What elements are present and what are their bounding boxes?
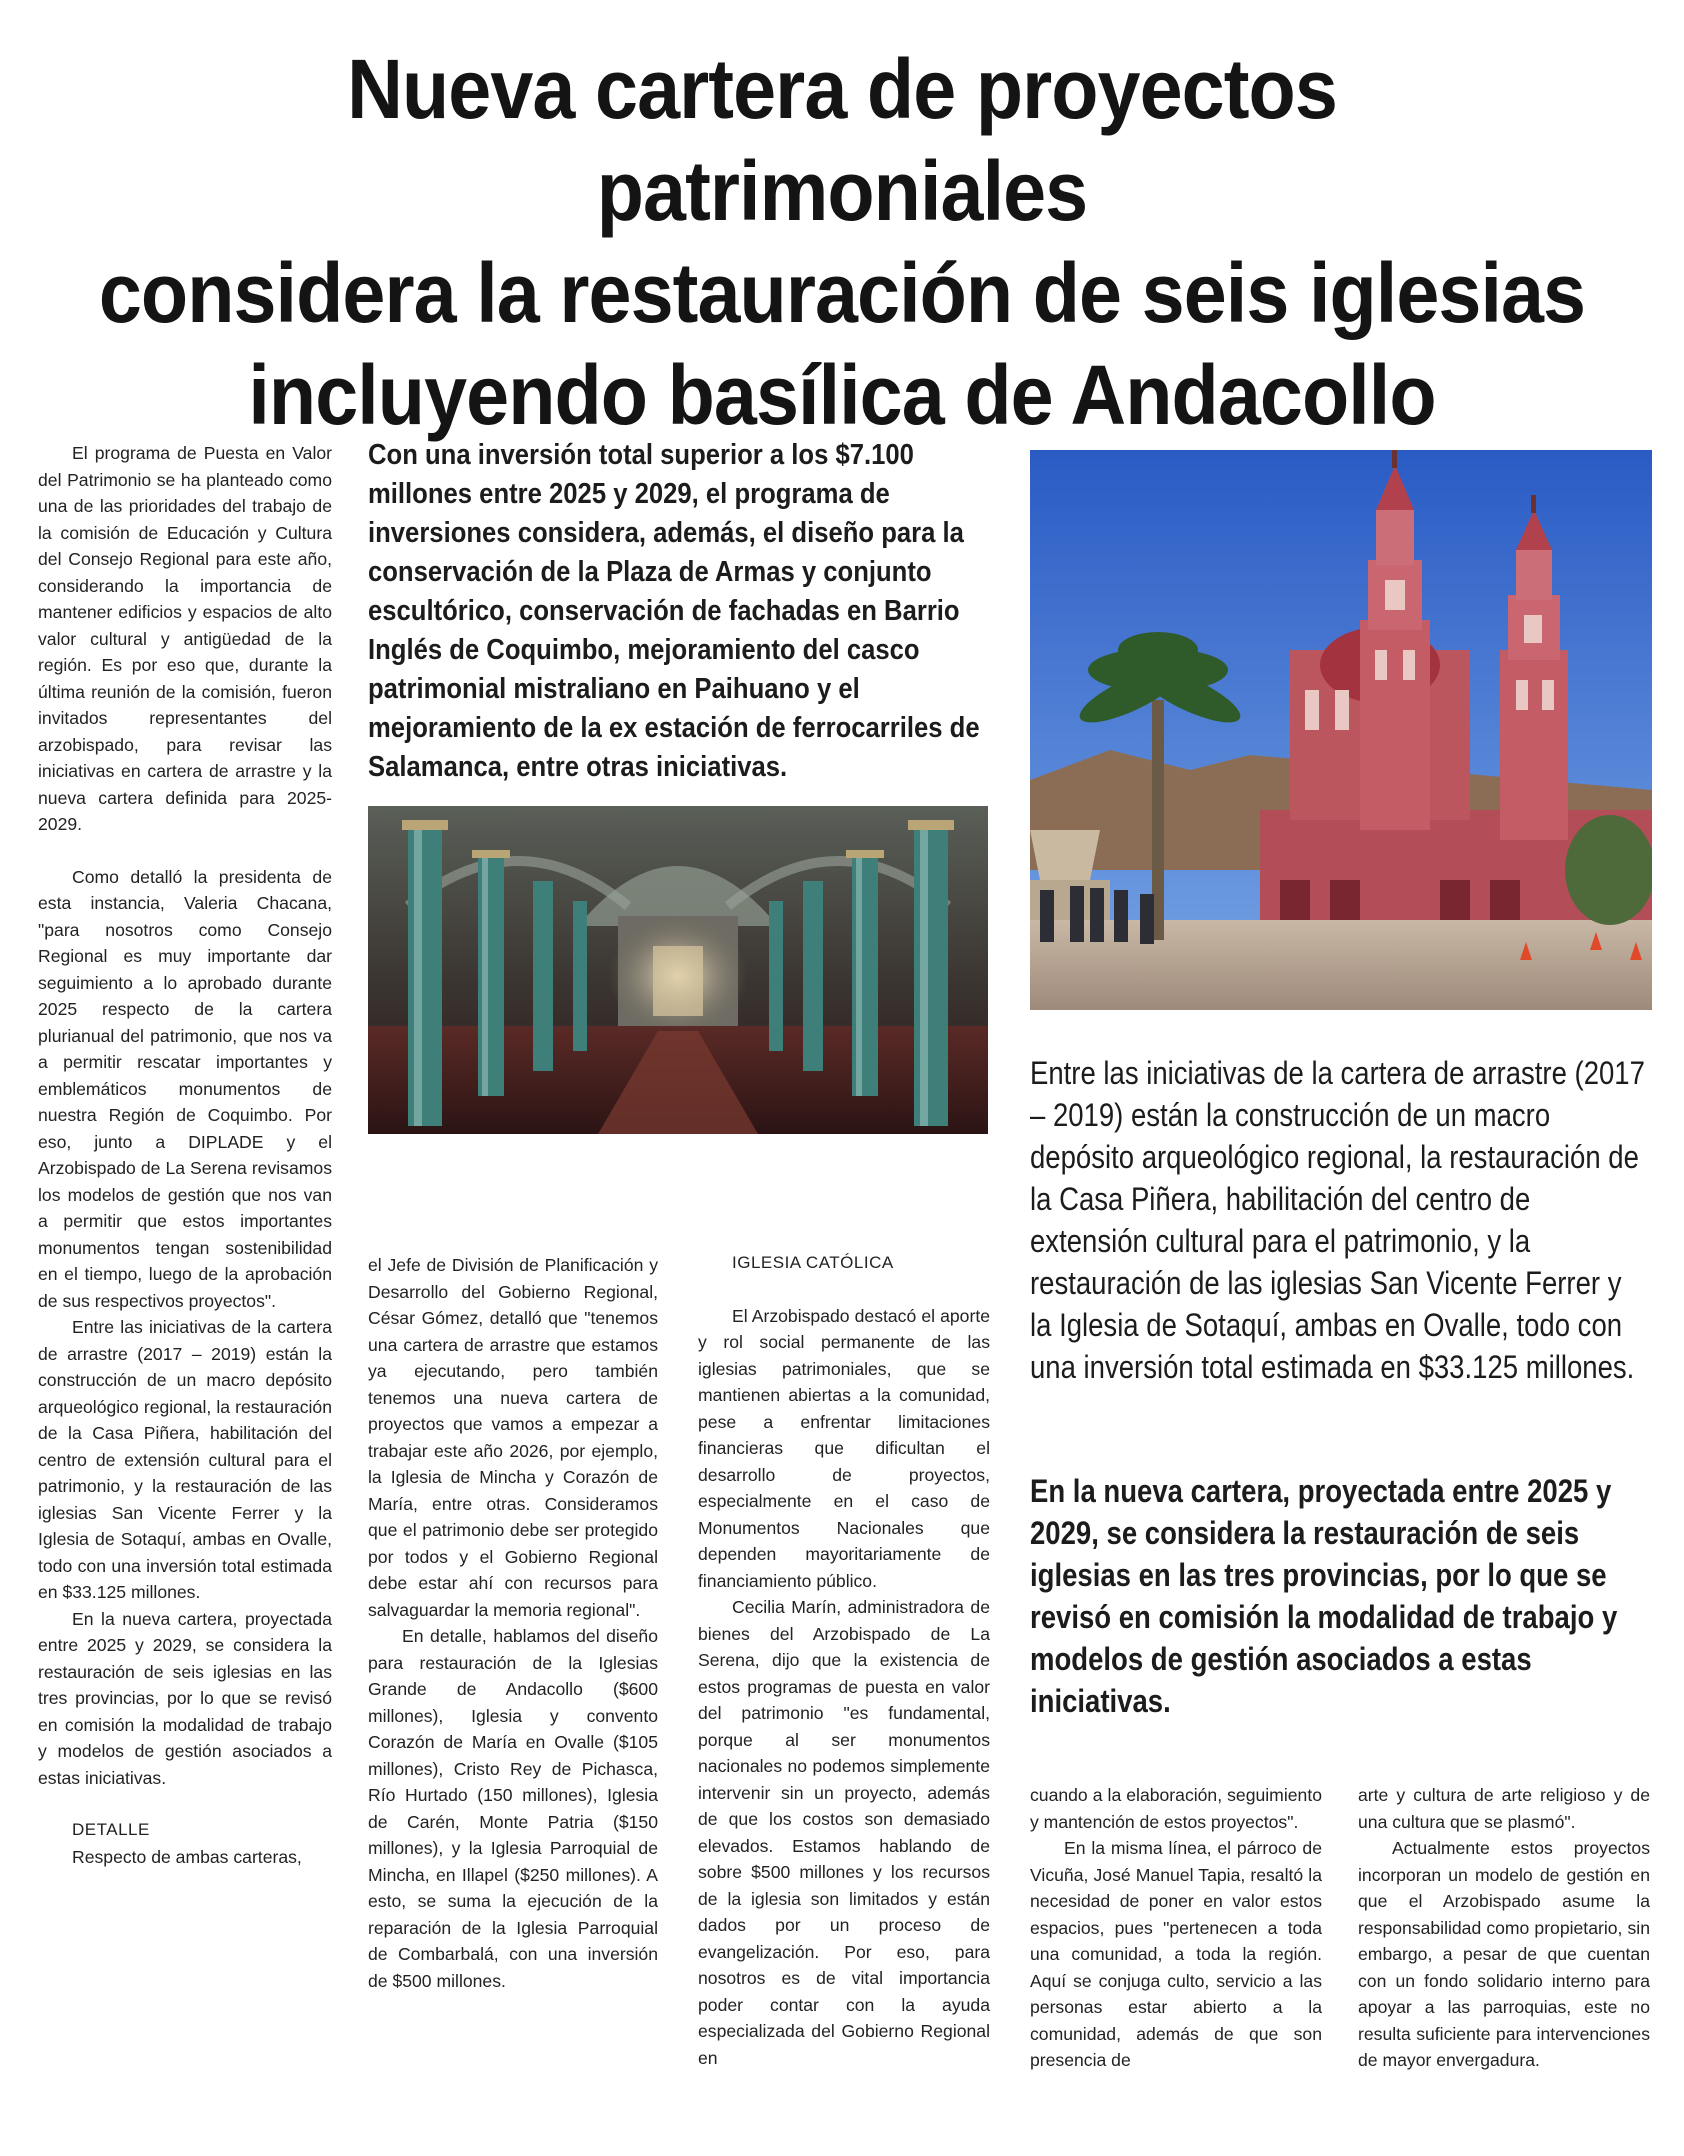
pull-quote-2: En la nueva cartera, proyectada entre 2025 y 2029, se considera la restauración de seis iglesias en las tres provincias, por lo que se revisó en comisión la modalidad de trabajo y modelos de gestión asociados a estas iniciativas. — [1030, 1473, 1618, 1719]
subhead-detalle: DETALLE — [72, 1820, 150, 1839]
paragraph: el Jefe de División de Planificación y Desarrollo del Gobierno Regional, César Gómez, detalló que "tenemos una cartera de arrastre que estamos ya ejecutando, pero también tenemos una nueva cartera de proyectos que vamos a empezar a trabajar este año 2026, por ejemplo, la Iglesia de Mincha y Corazón de María, entre otras. Consideramos que el patrimonio debe ser protegido por todos y el Gobierno Regional debe estar ahí con recursos para salvaguardar la memoria regional". — [368, 1255, 658, 1620]
article-column-1 — [38, 440, 332, 1870]
article-column-5 — [1358, 1782, 1650, 2074]
paragraph: En detalle, hablamos del diseño para restauración de la Iglesias Grande de Andacollo ($600 millones), Iglesia y convento Corazón de María en Ovalle ($105 millones), Cristo Rey de Pichasca, Río Hurtado (150 millones), Iglesia de Carén, Monte Patria ($150 millones), y la Iglesia Parroquial de Mincha, en Illapel ($250 millones). A esto, se suma la ejecución de la reparación de la Iglesia Parroquial de Combarbalá, con una inversión de $500 millones. — [368, 1626, 658, 1991]
paragraph: En la misma línea, el párroco de Vicuña, José Manuel Tapia, resaltó la necesidad de poner en valor estos espacios, pues "pertenecen a toda una comunidad, a toda la región. Aquí se conjuga culto, servicio a las personas estar abierto a la comunidad, además de que son presencia de — [1030, 1838, 1322, 2070]
headline — [95, 38, 1589, 446]
paragraph: En la nueva cartera, proyectada entre 2025 y 2029, se considera la restauración de seis iglesias en las tres provincias, por lo que se revisó en comisión la modalidad de trabajo y modelos de gestión asociados a estas iniciativas. — [38, 1608, 332, 1788]
paragraph: El programa de Puesta en Valor del Patrimonio se ha planteado como una de las prioridades del trabajo de la comisión de Educación y Cultura del Consejo Regional para este año, considerando la importancia de mantener edificios y espacios de alto valor cultural y antigüedad de la región. Es por eso que, durante la última reunión de la comisión, fueron invitados representantes del arzobispado, para revisar las iniciativas en cartera de arrastre y la nueva cartera definida para 2025-2029. — [38, 443, 332, 834]
church-interior-photo — [368, 806, 988, 1134]
paragraph: Como detalló la presidenta de esta instancia, Valeria Chacana, "para nosotros como Consejo Regional es muy importante dar seguimiento a lo aprobado durante 2025 respecto de la cartera plurianual del patrimonio, que nos va a permitir rescatar importantes y emblemáticos monumentos de nuestra Región de Coquimbo. Por eso, junto a DIPLADE y el Arzobispado de La Serena revisamos los modelos de gestión que nos van a permitir que estos importantes monumentos tengan sostenibilidad en el tiempo, luego de la aprobación de sus respectivos proyectos". — [38, 866, 332, 1311]
headline-line-3: incluyendo basílica de Andacollo — [248, 348, 1436, 442]
article-column-3 — [698, 1250, 990, 2071]
paragraph: Cecilia Marín, administradora de bienes del Arzobispado de La Serena, dijo que la existencia de estos programas de puesta en valor del patrimonio "es fundamental, porque al ser monumentos nacionales no podemos simplemente intervenir sin un proyecto, además de que los costos son demasiado elevados. Estamos hablando de sobre $500 millones y los recursos de la iglesia son limitados y están dados por un proceso de evangelización. Por eso, para nosotros es de vital importancia poder contar con la ayuda especializada del Gobierno Regional en — [698, 1597, 990, 2068]
paragraph: El Arzobispado destacó el aporte y rol social permanente de las iglesias patrimoniales, que se mantienen abiertas a la comunidad, pese a enfrentar limitaciones financieras que dificultan el desarrollo de proyectos, especialmente en el caso de Monumentos Nacionales que dependen mayoritariamente de financiamiento público. — [698, 1305, 990, 1591]
headline-line-2: considera la restauración de seis iglesias — [98, 246, 1586, 340]
headline-line-1: Nueva cartera de proyectos patrimoniales — [347, 42, 1337, 238]
paragraph: arte y cultura de arte religioso y de una cultura que se plasmó". — [1358, 1785, 1650, 1832]
paragraph: Entre las iniciativas de la cartera de arrastre (2017 – 2019) están la construcción de un macro depósito arqueológico regional, la restauración de la Casa Piñera, habilitación del centro de extensión cultural para el patrimonio, y la restauración de las iglesias San Vicente Ferrer y la Iglesia de Sotaquí, ambas en Ovalle, todo con una inversión total estimada en $33.125 millones. — [38, 1317, 332, 1602]
andacollo-basilica-photo — [1030, 450, 1652, 1010]
subhead-iglesia-catolica: IGLESIA CATÓLICA — [732, 1253, 894, 1272]
deck: Con una inversión total superior a los $7.100 millones entre 2025 y 2029, el programa de inversiones considera, además, el diseño para la conservación de la Plaza de Armas y conjunto escultórico, conservación de fachadas en Barrio Inglés de Coquimbo, mejoramiento del casco patrimonial mistraliano en Paihuano y el mejoramiento de la ex estación de ferrocarriles de Salamanca, entre otras iniciativas. — [368, 439, 980, 783]
article-column-2 — [368, 1252, 658, 1994]
pull-quote-1: Entre las iniciativas de la cartera de arrastre (2017 – 2019) están la construcción de un macro depósito arqueológico regional, la restauración de la Casa Piñera, habilitación del centro de extensión cultural para el patrimonio, y la restauración de las iglesias San Vicente Ferrer y la Iglesia de Sotaquí, ambas en Ovalle, todo con una inversión total estimada en $33.125 millones. — [1030, 1055, 1645, 1385]
paragraph: Actualmente estos proyectos incorporan un modelo de gestión en que el Arzobispado asume la responsabilidad como propietario, sin embargo, a pesar de que cuentan con un fondo solidario interno para apoyar a las parroquias, este no resulta suficiente para intervenciones de mayor envergadura. — [1358, 1838, 1650, 2070]
paragraph: Respecto de ambas carteras, — [72, 1846, 302, 1867]
article-column-4 — [1030, 1782, 1322, 2074]
paragraph: cuando a la elaboración, seguimiento y mantención de estos proyectos". — [1030, 1785, 1322, 1832]
